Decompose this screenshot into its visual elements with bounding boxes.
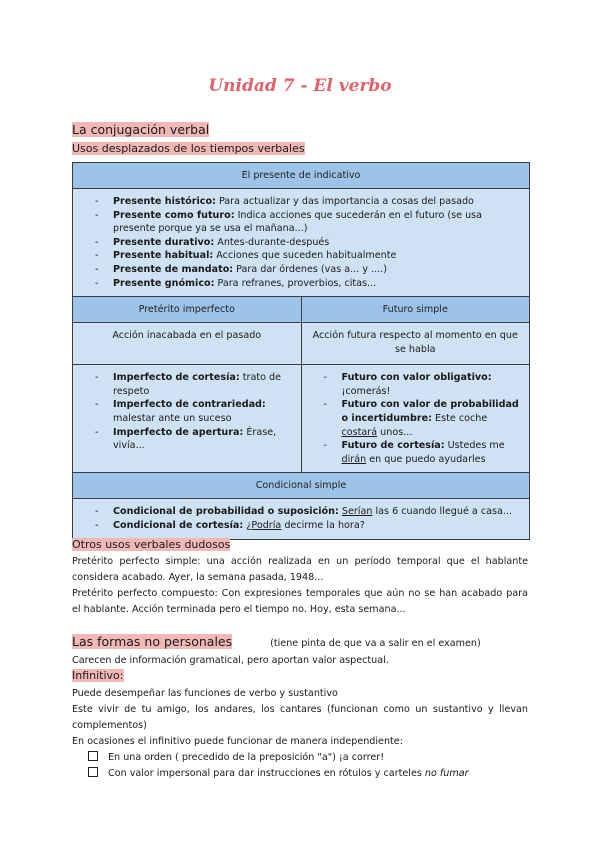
exam-note: (tiene pinta de que va a salir en el examen): [270, 638, 481, 649]
list-item: - Presente habitual: Acciones que suceden habitualmente: [73, 249, 521, 263]
list-item: - Presente gnómico: Para refranes, proverbios, citas...: [73, 277, 521, 291]
verb-tenses-table: [72, 162, 530, 540]
header-condicional-simple: Condicional simple: [73, 472, 529, 498]
subheading-highlight: Infinitivo:: [72, 669, 124, 682]
list-item: - Presente histórico: Para actualizar y das importancia a cosas del pasado: [73, 195, 521, 209]
paragraph-funciones: Puede desempeñar las funciones de verbo y sustantivo: [72, 688, 338, 699]
checkbox-icon: [88, 751, 98, 761]
presente-list: [73, 195, 521, 290]
list-item: - Presente de mandato: Para dar órdenes (vas a... y ....): [73, 263, 521, 277]
header-row-imperfecto-futuro: [73, 296, 529, 322]
heading-highlight: Otros usos verbales dudosos: [72, 538, 231, 551]
paragraph-perfecto-simple: Pretérito perfecto simple: una acción realizada en un período temporal que el hablante considera acabado. Ayer, la semana pasada, 1948...: [72, 556, 528, 583]
section-heading-conjugacion: [72, 122, 209, 138]
cell-futuro-examples: [302, 365, 530, 472]
heading-highlight: La conjugación verbal: [72, 122, 210, 137]
list-item: - Imperfecto de cortesía: trato de respeto: [73, 371, 295, 398]
list-item: - Condicional de probabilidad o suposición: Serían las 6 cuando llegué a casa...: [73, 505, 521, 519]
cell-imperfecto-examples: [73, 365, 302, 472]
section-heading-otros-usos: [72, 538, 230, 552]
condicional-list: [73, 505, 521, 532]
header-preterito-imperfecto: Pretérito imperfecto: [73, 297, 302, 322]
list-item: - Imperfecto de apertura: Érase, vivía...: [73, 426, 295, 453]
futuro-list: [302, 371, 524, 466]
list-item: - Futuro con valor de probabilidad o incertidumbre: Este coche costará unos...: [302, 398, 524, 439]
examples-row: [73, 364, 529, 472]
summary-imperfecto: Acción inacabada en el pasado: [73, 323, 302, 364]
paragraph-perfecto-compuesto: Pretérito perfecto compuesto: Con expresiones temporales que aún no se han acabado para el hablante. Acción terminada pero el tiempo no. Hoy, esta semana...: [72, 588, 528, 615]
summary-futuro: Acción futura respecto al momento en que se habla: [312, 330, 518, 356]
section-heading-formas-no-personales: [72, 634, 481, 652]
subheading-highlight: Usos desplazados de los tiempos verbales: [72, 142, 305, 155]
paragraph-ejemplo-vivir: Este vivir de tu amigo, los andares, los cantares (funcionan como un sustantivo y llevan complementos): [72, 704, 528, 731]
list-item: - Futuro de cortesía: Ustedes me dirán en que puedo ayudarles: [302, 439, 524, 466]
cell-condicional: [73, 498, 529, 538]
paragraph-independiente: En ocasiones el infinitivo puede funcionar de manera independiente:: [72, 736, 403, 747]
checklist-item-impersonal: Con valor impersonal para dar instrucciones en rótulos y carteles no fumar: [88, 766, 469, 782]
paragraph-carecen: Carecen de información gramatical, pero aportan valor aspectual.: [72, 655, 389, 666]
checkbox-icon: [88, 767, 98, 777]
section-subheading-usos: [72, 142, 305, 156]
page-title: Unidad 7 - El verbo: [208, 76, 392, 96]
list-item: - Presente como futuro: Indica acciones que sucederán en el futuro (se usa presente porque ya se usa el mañana...): [73, 209, 521, 236]
header-futuro-simple: Futuro simple: [382, 304, 448, 316]
cell-presente-indicativo: [73, 188, 529, 296]
list-item: - Imperfecto de contrariedad: malestar ante un suceso: [73, 398, 295, 425]
imperfecto-list: [73, 371, 295, 453]
checklist-item-orden: En una orden ( precedido de la preposición "a") ¡a correr!: [88, 750, 384, 766]
list-item: - Futuro con valor obligativo: ¡comerás!: [302, 371, 524, 398]
list-item: - Presente durativo: Antes-durante-después: [73, 236, 521, 250]
subheading-infinitivo: [72, 669, 124, 683]
heading-highlight: Las formas no personales: [72, 634, 233, 649]
header-presente-indicativo: El presente de indicativo: [73, 163, 529, 188]
list-item: - Condicional de cortesía: ¿Podría decirme la hora?: [73, 519, 521, 533]
summary-row: [73, 322, 529, 364]
